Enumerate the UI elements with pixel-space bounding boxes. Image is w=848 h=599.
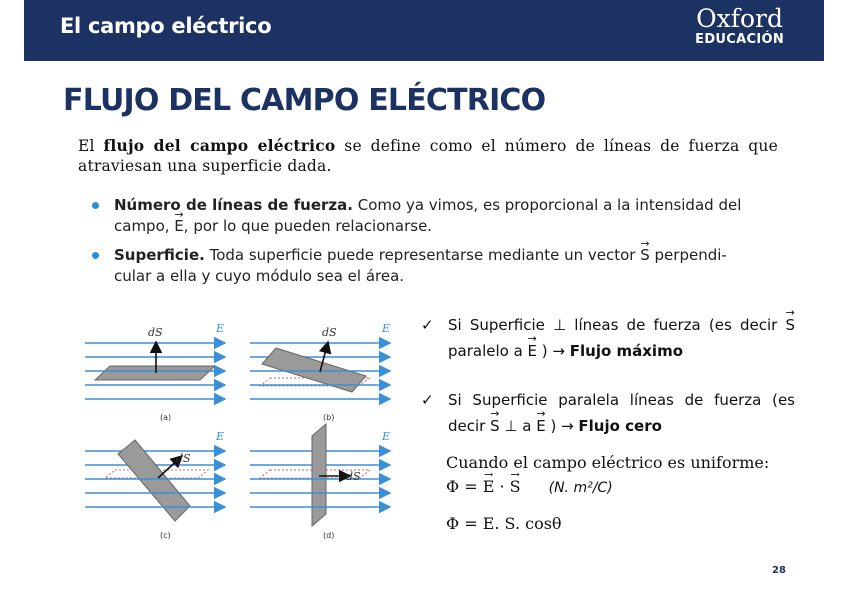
vector-symbol: → S [510, 475, 521, 499]
bullet-text: , por lo que pueden relacionarse. [183, 217, 433, 235]
vector-symbol: → E [528, 338, 537, 364]
bullet-dot [92, 202, 99, 209]
brand-logo [695, 6, 784, 47]
vector-symbol: → E [483, 475, 495, 499]
vector-symbol: → E [536, 413, 545, 439]
bullet-bold: Número de líneas de fuerza. [114, 196, 353, 214]
check-item [421, 312, 795, 364]
uniform-label: Cuando el campo eléctrico es uniforme: [446, 453, 770, 472]
intro-paragraph [78, 136, 778, 176]
check-text: ⊥ a [499, 417, 537, 435]
vector-label: dS [346, 470, 361, 483]
vector-label: dS [148, 326, 163, 339]
field-label: E [216, 322, 225, 335]
formula-cos: Φ = E. S. cosθ [446, 514, 562, 533]
check-list [421, 312, 795, 462]
vector-symbol: → S [785, 312, 795, 338]
vector-symbol: → S [640, 245, 650, 266]
check-mark-icon: ✓ [421, 391, 434, 409]
vector-label: dS [322, 326, 337, 339]
formula-dot: · [494, 477, 510, 496]
field-label: E [216, 430, 225, 443]
bullet-text: Como ya vimos, es proporcional a la intensidad del campo, [114, 196, 742, 235]
check-text: paralelo a [448, 342, 528, 360]
panel-label: (a) [160, 413, 172, 422]
bullet-bold: Superficie. [114, 246, 205, 264]
check-text: ) → [537, 342, 570, 360]
bullet-text: Toda superficie puede representarse mediante un vector [204, 246, 641, 264]
field-label: E [382, 322, 391, 335]
check-result: Flujo cero [578, 417, 662, 435]
intro-bold: flujo del campo eléctrico [103, 136, 336, 155]
header-title: El campo eléctrico [60, 14, 272, 38]
check-item [421, 387, 795, 439]
flux-diagram [80, 316, 402, 544]
page-number: 28 [772, 565, 786, 576]
panel-d [250, 424, 390, 540]
uniform-block [446, 451, 769, 500]
panel-a [85, 322, 225, 422]
page-title: FLUJO DEL CAMPO ELÉCTRICO [63, 83, 546, 118]
brand-name: Oxford [696, 4, 783, 33]
formula-flux [446, 475, 769, 500]
bullet-text: perpendi-cular a ella y cuyo módulo sea el área. [114, 246, 727, 285]
bullet-item [90, 245, 760, 287]
panel-label: (c) [160, 531, 171, 540]
brand-sub: EDUCACIÓN [695, 32, 784, 47]
header-bar [24, 0, 824, 61]
panel-label: (b) [323, 413, 335, 422]
check-mark-icon: ✓ [421, 316, 434, 334]
panel-c [85, 430, 225, 540]
vector-label: dS [176, 452, 191, 465]
intro-pre: El [78, 137, 104, 155]
panel-b [250, 322, 390, 422]
vector-symbol: → E [174, 216, 183, 237]
bullet-list [90, 195, 760, 295]
intro-post: se define como el número de líneas de fuerza que atraviesan una superficie dada. [78, 137, 778, 175]
panel-label: (d) [323, 531, 335, 540]
formula-lhs: Φ = [446, 477, 483, 496]
check-text: Si Superficie paralela líneas de fuerza (es decir [448, 391, 795, 435]
formula-units: (N. m²/C) [548, 480, 613, 496]
flux-figure [80, 316, 402, 544]
vector-symbol: → S [490, 413, 500, 439]
check-text: ) → [545, 417, 579, 435]
check-result: Flujo máximo [569, 342, 684, 360]
bullet-item [90, 195, 760, 237]
check-text: Si Superficie ⊥ líneas de fuerza (es decir [448, 316, 786, 334]
bullet-dot [92, 252, 99, 259]
field-label: E [382, 430, 391, 443]
